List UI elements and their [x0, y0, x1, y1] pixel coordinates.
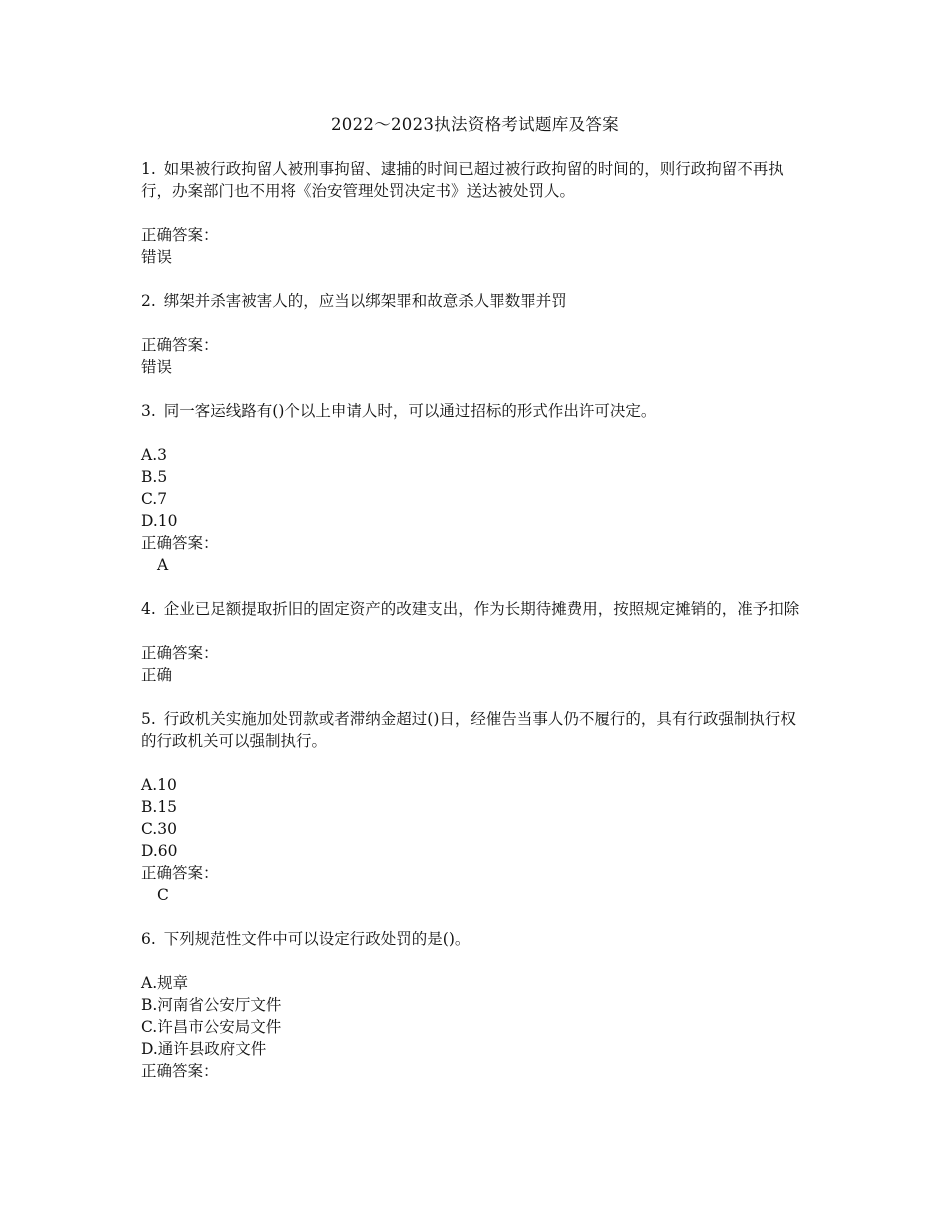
- question-1: [141, 158, 811, 268]
- answer-label: 正确答案：: [141, 336, 219, 354]
- question-number: 1.: [141, 160, 156, 178]
- option-d: D.通许县政府文件: [141, 1040, 267, 1058]
- option-d: D.10: [141, 512, 178, 530]
- question-text: 行政机关实施加处罚款或者滞纳金超过()日，经催告当事人仍不履行的，具有行政强制执行权的行政机关可以强制执行。: [141, 710, 796, 750]
- option-a: A.10: [141, 776, 177, 794]
- option-list: [141, 972, 811, 1060]
- question-text: 绑架并杀害被害人的，应当以绑架罪和故意杀人罪数罪并罚: [163, 292, 567, 310]
- answer-label: 正确答案：: [141, 644, 219, 662]
- answer-value: C: [157, 886, 169, 904]
- answer-value: 错误: [141, 248, 173, 266]
- question-text: 企业已足额提取折旧的固定资产的改建支出，作为长期待摊费用，按照规定摊销的，准予扣除: [163, 600, 800, 618]
- question-4: [141, 598, 811, 686]
- question-number: 6.: [141, 930, 156, 948]
- answer-value: 正确: [141, 666, 173, 684]
- answer-label: 正确答案：: [141, 864, 219, 882]
- option-c: C.30: [141, 820, 177, 838]
- question-number: 4.: [141, 600, 156, 618]
- answer-value: A: [157, 556, 169, 574]
- question-3: [141, 400, 811, 576]
- question-2: [141, 290, 811, 378]
- question-text: 如果被行政拘留人被刑事拘留、逮捕的时间已超过被行政拘留的时间的，则行政拘留不再执行，办案部门也不用将《治安管理处罚决定书》送达被处罚人。: [141, 160, 784, 200]
- answer-label: 正确答案：: [141, 534, 219, 552]
- answer-value: 错误: [141, 358, 173, 376]
- option-b: B.15: [141, 798, 178, 816]
- question-text: 下列规范性文件中可以设定行政处罚的是()。: [163, 930, 471, 948]
- option-a: A.规章: [141, 974, 189, 992]
- answer-label: 正确答案：: [141, 226, 219, 244]
- option-c: C.7: [141, 490, 168, 508]
- question-5: [141, 708, 811, 906]
- question-6: [141, 928, 811, 1082]
- option-d: D.60: [141, 842, 178, 860]
- question-number: 5.: [141, 710, 156, 728]
- option-list: [141, 444, 811, 532]
- question-number: 2.: [141, 292, 156, 310]
- document-title: 2022～2023执法资格考试题库及答案: [331, 115, 619, 134]
- option-b: B.河南省公安厅文件: [141, 996, 282, 1014]
- option-list: [141, 774, 811, 862]
- option-c: C.许昌市公安局文件: [141, 1018, 282, 1036]
- question-text: 同一客运线路有()个以上申请人时，可以通过招标的形式作出许可决定。: [163, 402, 657, 420]
- question-list: [141, 158, 811, 1082]
- option-b: B.5: [141, 468, 168, 486]
- question-number: 3.: [141, 402, 156, 420]
- option-a: A.3: [141, 446, 167, 464]
- answer-label: 正确答案：: [141, 1062, 219, 1080]
